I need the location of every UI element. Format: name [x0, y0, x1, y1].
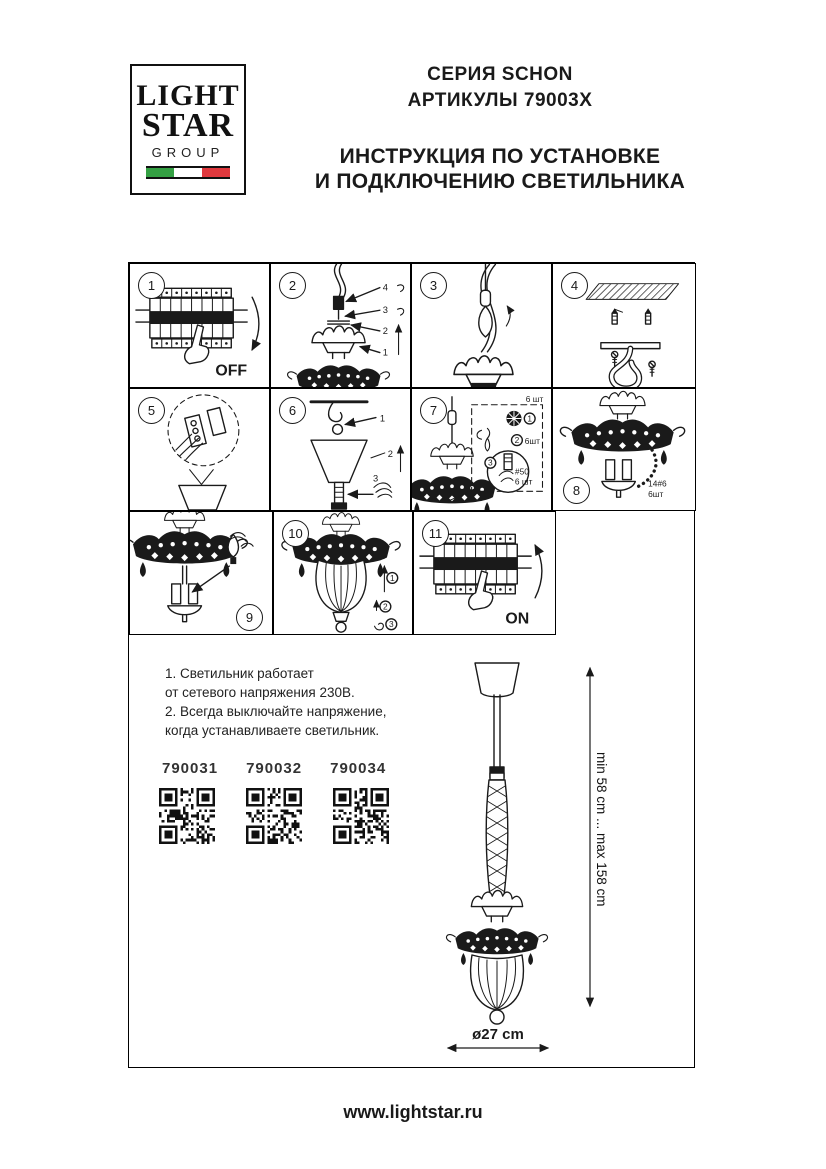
article-numbers [162, 760, 386, 777]
step-panel-5 [129, 388, 270, 511]
step-number-6: 6 [279, 397, 306, 424]
qty-2-label: 6шт [524, 436, 540, 447]
step-number-2: 2 [279, 272, 306, 299]
safety-notes [165, 664, 386, 740]
article-790031: 790031 [162, 760, 219, 777]
lightstar-logo [130, 64, 246, 195]
callout-3: 3 [488, 457, 493, 468]
series-title: СЕРИЯ SCHON [427, 64, 573, 85]
diameter-dimension-label: ø27 cm [472, 1026, 524, 1043]
flag-white [174, 168, 202, 177]
step-number-8: 8 [563, 477, 590, 504]
step-number-4: 4 [561, 272, 588, 299]
step-panel-6 [270, 388, 411, 511]
callout-1: 1 [389, 572, 395, 583]
logo-word-star: STAR [141, 107, 235, 144]
step-panel-3 [411, 263, 552, 388]
step-panel-8 [552, 388, 696, 511]
instruction-title [300, 144, 700, 194]
step-panel-11 [413, 511, 556, 635]
instruction-title-line2: И ПОДКЛЮЧЕНИЮ СВЕТИЛЬНИКА [314, 170, 686, 193]
qr-codes [159, 788, 389, 844]
step-panel-1 [129, 263, 270, 388]
step-panel-2 [270, 263, 411, 388]
callout-4: 4 [382, 282, 389, 293]
part-50-label: #50 [514, 466, 529, 477]
articles-title: АРТИКУЛЫ 79003X [407, 90, 593, 111]
logo-word-group: GROUP [151, 145, 225, 160]
flag-green [146, 168, 174, 177]
callout-2: 2 [383, 601, 388, 612]
callout-3: 3 [382, 305, 389, 316]
callout-1: 1 [382, 347, 389, 358]
instruction-title-line1: ИНСТРУКЦИЯ ПО УСТАНОВКЕ [339, 145, 661, 168]
qty-3-label: 6 шт [514, 476, 533, 487]
article-790034: 790034 [330, 760, 387, 777]
flag-red [202, 168, 230, 177]
website-url: www.lightstar.ru [343, 1102, 483, 1122]
qr-code-790032 [246, 788, 302, 844]
step-number-10: 10 [282, 520, 309, 547]
step-panel-4 [552, 263, 696, 388]
note-line-1: 1. Светильник работает [165, 666, 314, 681]
logo-word-light: LIGHT [136, 79, 240, 112]
height-dimension-label: min 58 cm ... max 158 cm [594, 752, 609, 907]
step-number-3: 3 [420, 272, 447, 299]
qty-top-label: 6 шт [525, 393, 544, 404]
callout-1: 1 [379, 413, 386, 424]
callout-1: 1 [527, 413, 533, 424]
off-label: OFF [215, 362, 248, 380]
note-line-4: когда устанавливаете светильник. [165, 723, 380, 738]
callout-2: 2 [387, 448, 393, 459]
step-panel-7 [411, 388, 552, 511]
part-label: 14#6 [648, 478, 667, 489]
note-line-3: 2. Всегда выключайте напряжение, [165, 704, 387, 719]
step-number-7: 7 [420, 397, 447, 424]
step-number-1: 1 [138, 272, 165, 299]
pendant-dimension-drawing [420, 655, 680, 1055]
qty-label: 6шт [648, 489, 664, 500]
step-panel-10 [273, 511, 413, 635]
on-label: ON [505, 610, 530, 628]
italian-flag-bar [146, 166, 230, 179]
callout-2: 2 [382, 325, 389, 336]
callout-3: 3 [372, 473, 379, 484]
qr-code-790034 [333, 788, 389, 844]
qr-code-790031 [159, 788, 215, 844]
step-number-11: 11 [422, 520, 449, 547]
article-790032: 790032 [246, 760, 303, 777]
step-number-5: 5 [138, 397, 165, 424]
step-number-9: 9 [236, 604, 263, 631]
callout-3: 3 [388, 619, 394, 630]
step-panel-9 [129, 511, 273, 635]
callout-2: 2 [514, 435, 520, 446]
header-titles [300, 62, 700, 194]
note-line-2: от сетевого напряжения 230В. [165, 685, 355, 700]
